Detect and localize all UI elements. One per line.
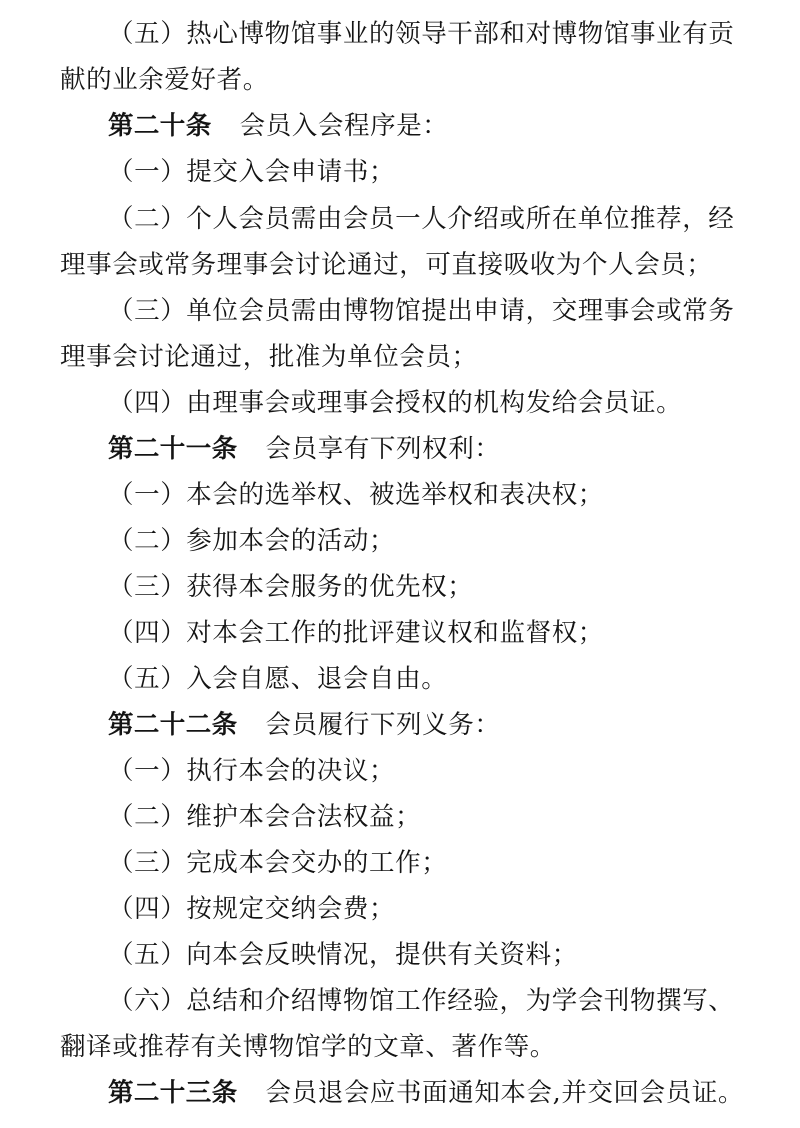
text-line <box>0 334 800 380</box>
article-heading: 第二十条 <box>108 111 212 141</box>
text-line <box>0 1024 800 1070</box>
line-text: 会员退会应书面通知本会,并交回会员证。 <box>265 1078 745 1108</box>
text-line <box>0 610 800 656</box>
text-line <box>0 840 800 886</box>
text-line <box>0 196 800 242</box>
line-text: （五）向本会反映情况，提供有关资料； <box>108 940 578 970</box>
text-line <box>0 288 800 334</box>
line-text: 理事会讨论通过，批准为单位会员； <box>60 342 478 372</box>
line-text: 翻译或推荐有关博物馆学的文章、著作等。 <box>60 1032 556 1062</box>
line-text: （三）完成本会交办的工作； <box>108 848 448 878</box>
line-text: 会员享有下列权利： <box>265 434 501 464</box>
line-text: （四）对本会工作的批评建议权和监督权； <box>108 618 604 648</box>
article-heading: 第二十二条 <box>108 710 238 740</box>
line-text: 理事会或常务理事会讨论通过，可直接吸收为个人会员； <box>60 250 713 280</box>
text-line <box>0 932 800 978</box>
line-text: （一）提交入会申请书； <box>108 157 396 187</box>
line-text: （五）入会自愿、退会自由。 <box>108 664 448 694</box>
line-text: （五）热心博物馆事业的领导干部和对博物馆事业有贡 <box>108 19 735 49</box>
text-line <box>0 472 800 518</box>
line-text: （四）按规定交纳会费； <box>108 894 396 924</box>
text-line <box>0 656 800 702</box>
text-line <box>0 886 800 932</box>
line-text: （六）总结和介绍博物馆工作经验，为学会刊物撰写、 <box>108 986 735 1016</box>
text-line <box>0 564 800 610</box>
article-heading: 第二十三条 <box>108 1078 238 1108</box>
text-line <box>0 518 800 564</box>
line-text: （四）由理事会或理事会授权的机构发给会员证。 <box>108 388 683 418</box>
line-text: （一）执行本会的决议； <box>108 756 396 786</box>
text-line <box>0 149 800 195</box>
line-text: 会员履行下列义务： <box>265 710 501 740</box>
line-text: 会员入会程序是： <box>239 111 449 141</box>
line-text: （三）单位会员需由博物馆提出申请，交理事会或常务 <box>108 296 735 326</box>
text-line <box>0 11 800 57</box>
text-line <box>0 380 800 426</box>
line-text: （二）参加本会的活动； <box>108 526 396 556</box>
line-text: （二）个人会员需由会员一人介绍或所在单位推荐，经 <box>108 204 735 234</box>
line-text: （三）获得本会服务的优先权； <box>108 572 474 602</box>
text-line <box>0 748 800 794</box>
article-line <box>0 103 800 149</box>
line-text: （一）本会的选举权、被选举权和表决权； <box>108 480 604 510</box>
article-heading: 第二十一条 <box>108 434 238 464</box>
text-line <box>0 242 800 288</box>
article-line <box>0 426 800 472</box>
text-line <box>0 978 800 1024</box>
line-text: （二）维护本会合法权益； <box>108 802 422 832</box>
text-line <box>0 794 800 840</box>
article-line <box>0 1070 800 1116</box>
article-line <box>0 702 800 748</box>
text-line <box>0 57 800 103</box>
line-text: 献的业余爱好者。 <box>60 65 269 95</box>
